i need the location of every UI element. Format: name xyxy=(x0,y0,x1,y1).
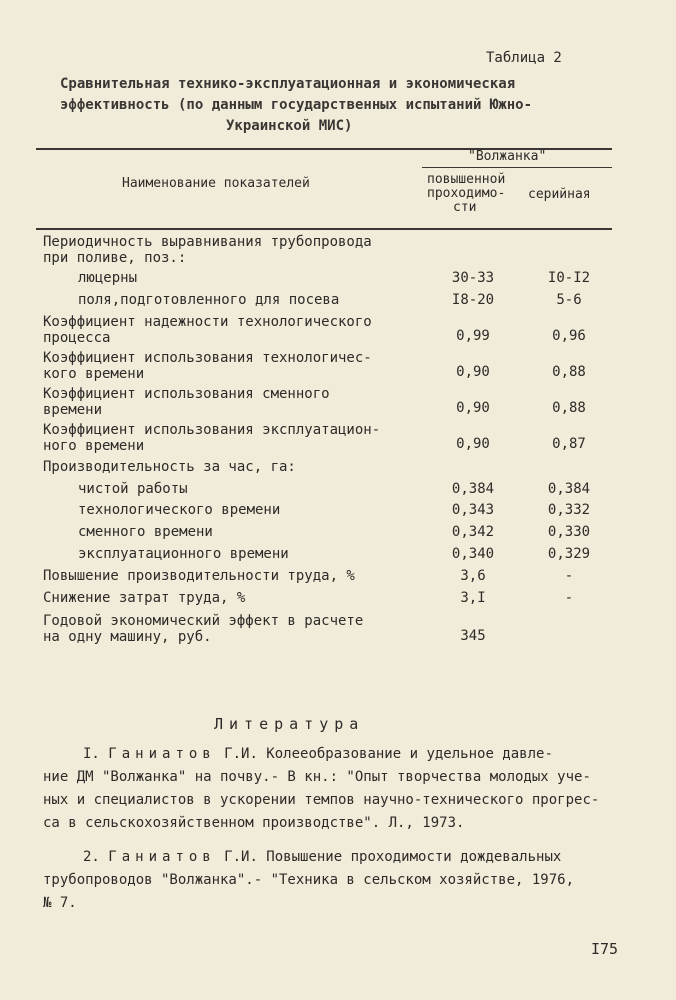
row-label-line: при поливе, поз.: xyxy=(43,250,187,266)
header-group-volzhanka: "Волжанка" xyxy=(468,149,547,164)
reference-text: Г.И. Колееобразование и удельное давле- xyxy=(215,746,553,762)
table-caption: Таблица 2 xyxy=(486,50,562,66)
row-label-line: Коэффициент использования технологичес- xyxy=(43,350,372,366)
row-label-line: процесса xyxy=(43,330,111,346)
row-label-line: ного времени xyxy=(43,438,145,454)
header-col1-line: повышенной xyxy=(427,172,506,187)
table-row-label xyxy=(43,314,372,346)
row-label-line: Коэффициент надежности технологического xyxy=(43,314,372,330)
table-title xyxy=(60,74,532,137)
row-value-col2: 0,332 xyxy=(547,502,591,518)
row-label-line: Периодичность выравнивания трубопровода xyxy=(43,234,372,250)
row-value-col1: 0,342 xyxy=(451,524,495,540)
table-row-label: Производительность за час, га: xyxy=(43,459,296,475)
table-title-line: Украинской МИС) xyxy=(226,118,353,134)
reference-line: № 7. xyxy=(43,895,77,911)
reference-item xyxy=(43,743,633,835)
reference-line: са в сельскохозяйственном производстве". Л., 1973. xyxy=(43,815,465,831)
reference-author: Ганиатов xyxy=(108,849,216,865)
row-label-line: Коэффициент использования эксплуатацион- xyxy=(43,422,381,438)
row-value-col1: 0,90 xyxy=(456,436,490,452)
reference-text: Г.И. Повышение проходимости дождевальных xyxy=(215,849,562,865)
header-col1-line: проходимо- xyxy=(427,186,506,201)
table-row-label: поля,подготовленного для посева xyxy=(78,292,340,308)
row-value-col2: 0,384 xyxy=(547,481,591,497)
page-number: I75 xyxy=(591,940,619,958)
row-value-col1: 345 xyxy=(460,628,486,644)
header-col1-line: сти xyxy=(453,200,477,215)
header-indicator-name: Наименование показателей xyxy=(122,176,310,191)
row-value-col2: I0-I2 xyxy=(547,270,591,286)
row-value-col2: 0,88 xyxy=(552,364,586,380)
table-row-label: Снижение затрат труда, % xyxy=(43,590,246,606)
row-value-col2: - xyxy=(564,590,574,606)
row-value-col1: 0,340 xyxy=(451,546,495,562)
row-value-col1: 30-33 xyxy=(451,270,495,286)
literature-title: Литература xyxy=(214,715,365,733)
row-value-col2: 0,87 xyxy=(552,436,586,452)
table-row-label xyxy=(43,386,330,418)
table-row-label xyxy=(43,234,372,266)
table-row-label: чистой работы xyxy=(78,481,188,497)
row-value-col1: 3,I xyxy=(460,590,486,606)
row-value-col2: 0,96 xyxy=(552,328,586,344)
reference-line: ных и специалистов в ускорении темпов научно-технического прогрес- xyxy=(43,792,600,808)
reference-line: трубопроводов "Волжанка".- "Техника в сельском хозяйстве, 1976, xyxy=(43,872,575,888)
table-row-label: Повышение производительности труда, % xyxy=(43,568,355,584)
row-value-col1: 0,99 xyxy=(456,328,490,344)
row-value-col2: - xyxy=(564,568,574,584)
table-group-rule xyxy=(422,167,612,168)
table-row-label xyxy=(43,613,363,645)
row-value-col2: 0,329 xyxy=(547,546,591,562)
row-label-line: Годовой экономический эффект в расчете xyxy=(43,613,364,629)
row-value-col2: 0,330 xyxy=(547,524,591,540)
table-row-label: эксплуатационного времени xyxy=(78,546,289,562)
row-label-line: кого времени xyxy=(43,366,145,382)
row-value-col2: 5-6 xyxy=(556,292,582,308)
table-title-line: Сравнительная технико-эксплуатационная и экономическая xyxy=(60,76,516,92)
reference-item xyxy=(43,846,633,915)
table-row-label xyxy=(43,422,380,454)
table-row-label: люцерны xyxy=(78,270,138,286)
row-value-col1: 3,6 xyxy=(460,568,486,584)
row-value-col1: 0,343 xyxy=(451,502,495,518)
header-col-high-passability xyxy=(427,173,505,215)
row-label-line: на одну машину, руб. xyxy=(43,629,212,645)
table-title-line: эффективность (по данным государственных испытаний Южно- xyxy=(60,97,533,113)
reference-number: 2. xyxy=(83,849,100,865)
reference-line: ние ДМ "Волжанка" на почву.- В кн.: "Опыт творчества молодых уче- xyxy=(43,769,591,785)
row-value-col1: 0,384 xyxy=(451,481,495,497)
table-row-label: технологического времени xyxy=(78,502,281,518)
table-row-label: сменного времени xyxy=(78,524,213,540)
row-label-line: времени xyxy=(43,402,103,418)
row-value-col1: 0,90 xyxy=(456,400,490,416)
row-label-line: Коэффициент использования сменного xyxy=(43,386,330,402)
reference-author: Ганиатов xyxy=(108,746,216,762)
header-col-serial: серийная xyxy=(528,187,591,202)
table-header-rule xyxy=(36,228,612,230)
reference-number: I. xyxy=(83,746,100,762)
row-value-col2: 0,88 xyxy=(552,400,586,416)
table-row-label xyxy=(43,350,372,382)
row-value-col1: 0,90 xyxy=(456,364,490,380)
row-value-col1: I8-20 xyxy=(451,292,495,308)
